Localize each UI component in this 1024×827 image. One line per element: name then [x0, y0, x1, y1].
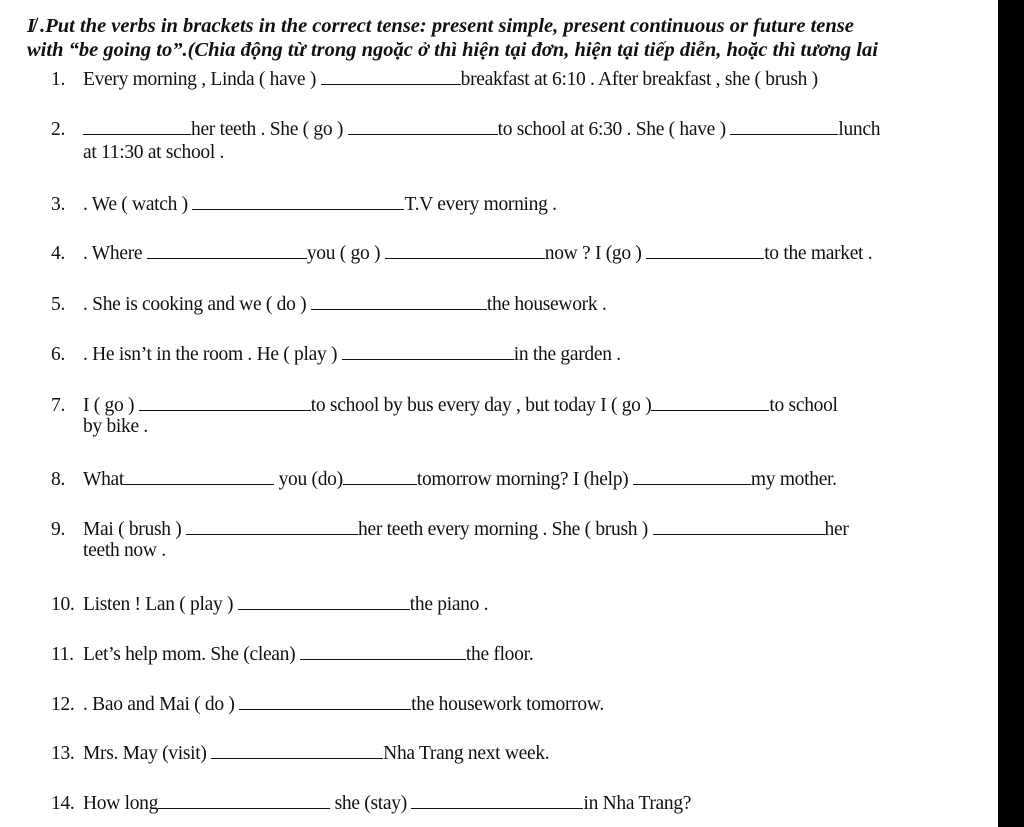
answer-blank[interactable]: [342, 341, 514, 360]
item-text: the housework .: [486, 294, 607, 315]
item-text: her: [824, 519, 849, 540]
exercise-item-3: [51, 191, 557, 216]
exercise-heading: [27, 14, 967, 62]
answer-blank[interactable]: [124, 466, 274, 485]
exercise-item-6: [51, 341, 621, 366]
exercise-item-11: [51, 641, 533, 666]
exercise-item-8: [51, 466, 837, 491]
item-text: to school: [769, 395, 838, 416]
item-text: breakfast at 6:10 . After breakfast , she ( brush ): [460, 69, 818, 90]
item-text: . He isn’t in the room . He ( play ): [83, 344, 342, 365]
item-text: . Bao and Mai ( do ): [83, 694, 240, 715]
heading-line-2: with “be going to”.(Chia động từ trong ngoặc ở thì hiện tại đơn, hiện tại tiếp diễn, hoặc thì tương lai: [27, 39, 878, 61]
answer-blank[interactable]: [238, 591, 410, 610]
answer-blank[interactable]: [348, 116, 498, 135]
exercise-item-4: [51, 240, 872, 265]
answer-blank[interactable]: [83, 116, 191, 135]
exercise-item-2: [51, 116, 880, 141]
item-number: 14.: [51, 793, 75, 814]
item-text: my mother.: [750, 469, 837, 490]
item-text: in the garden .: [513, 344, 621, 365]
answer-blank[interactable]: [730, 116, 838, 135]
item-number: 6.: [51, 344, 66, 365]
item-text: Every morning , Linda ( have ): [83, 69, 321, 90]
exercise-item-14: [51, 790, 691, 815]
answer-blank[interactable]: [158, 790, 330, 809]
item-number: 13.: [51, 743, 75, 764]
exercise-item-5: [51, 291, 606, 316]
item-text: . She is cooking and we ( do ): [83, 294, 311, 315]
item-number: 8.: [51, 469, 66, 490]
item-number: 2.: [51, 119, 66, 140]
answer-blank[interactable]: [300, 641, 466, 660]
item-number: 9.: [51, 519, 66, 540]
exercise-item-9-continued: teeth now .: [83, 540, 166, 561]
item-number: 10.: [51, 594, 75, 615]
exercise-item-2-continued: at 11:30 at school .: [83, 142, 225, 163]
item-text: What: [83, 469, 125, 490]
answer-blank[interactable]: [633, 466, 751, 485]
answer-blank[interactable]: [239, 691, 411, 710]
exercise-item-7-continued: by bike .: [83, 416, 148, 437]
item-text: now ? I (go ): [544, 243, 647, 264]
item-number: 11.: [51, 644, 74, 665]
answer-blank[interactable]: [646, 240, 764, 259]
answer-blank[interactable]: [311, 291, 487, 310]
item-text: Mrs. May (visit): [83, 743, 212, 764]
item-text: T.V every morning .: [404, 194, 557, 215]
exercise-item-10: [51, 591, 488, 616]
item-text: you (do): [274, 469, 343, 490]
exercise-item-12: [51, 691, 604, 716]
answer-blank[interactable]: [211, 740, 383, 759]
item-text: the floor.: [465, 644, 534, 665]
item-text: How long: [83, 793, 159, 814]
item-text: I ( go ): [83, 395, 139, 416]
answer-blank[interactable]: [653, 516, 825, 535]
item-number: 3.: [51, 194, 66, 215]
item-number: 7.: [51, 395, 66, 416]
answer-blank[interactable]: [411, 790, 583, 809]
exercise-item-1: [51, 66, 818, 91]
item-text: in Nha Trang?: [583, 793, 692, 814]
item-text: tomorrow morning? I (help): [416, 469, 633, 490]
item-text: Listen ! Lan ( play ): [83, 594, 238, 615]
answer-blank[interactable]: [651, 392, 769, 411]
exercise-item-13: [51, 740, 549, 765]
item-text: Let’s help mom. She (clean): [83, 644, 300, 665]
item-text: the housework tomorrow.: [411, 694, 604, 715]
answer-blank[interactable]: [147, 240, 307, 259]
exercise-item-9: [51, 516, 849, 541]
item-text: . Where: [83, 243, 147, 264]
item-text: Nha Trang next week.: [383, 743, 550, 764]
item-text: the piano .: [409, 594, 489, 615]
item-text: to school by bus every day , but today I ( go ): [310, 395, 652, 416]
item-number: 4.: [51, 243, 66, 264]
item-number: 5.: [51, 294, 66, 315]
answer-blank[interactable]: [343, 466, 417, 485]
item-text: to school at 6:30 . She ( have ): [497, 119, 731, 140]
answer-blank[interactable]: [385, 240, 545, 259]
answer-blank[interactable]: [139, 392, 311, 411]
item-text: her teeth . She ( go ): [191, 119, 348, 140]
item-text: to the market .: [764, 243, 873, 264]
item-text: lunch: [838, 119, 881, 140]
item-text: Mai ( brush ): [83, 519, 187, 540]
item-text: she (stay): [330, 793, 412, 814]
item-number: 1.: [51, 69, 66, 90]
heading-line-1: I̸ .Put the verbs in brackets in the correct tense: present simple, present continuous or future tense: [27, 15, 854, 37]
answer-blank[interactable]: [321, 66, 461, 85]
item-text: . We ( watch ): [83, 194, 193, 215]
item-number: 12.: [51, 694, 75, 715]
answer-blank[interactable]: [192, 191, 404, 210]
item-text: her teeth every morning . She ( brush ): [358, 519, 653, 540]
item-text: you ( go ): [306, 243, 385, 264]
answer-blank[interactable]: [186, 516, 358, 535]
exercise-item-7: [51, 392, 838, 417]
